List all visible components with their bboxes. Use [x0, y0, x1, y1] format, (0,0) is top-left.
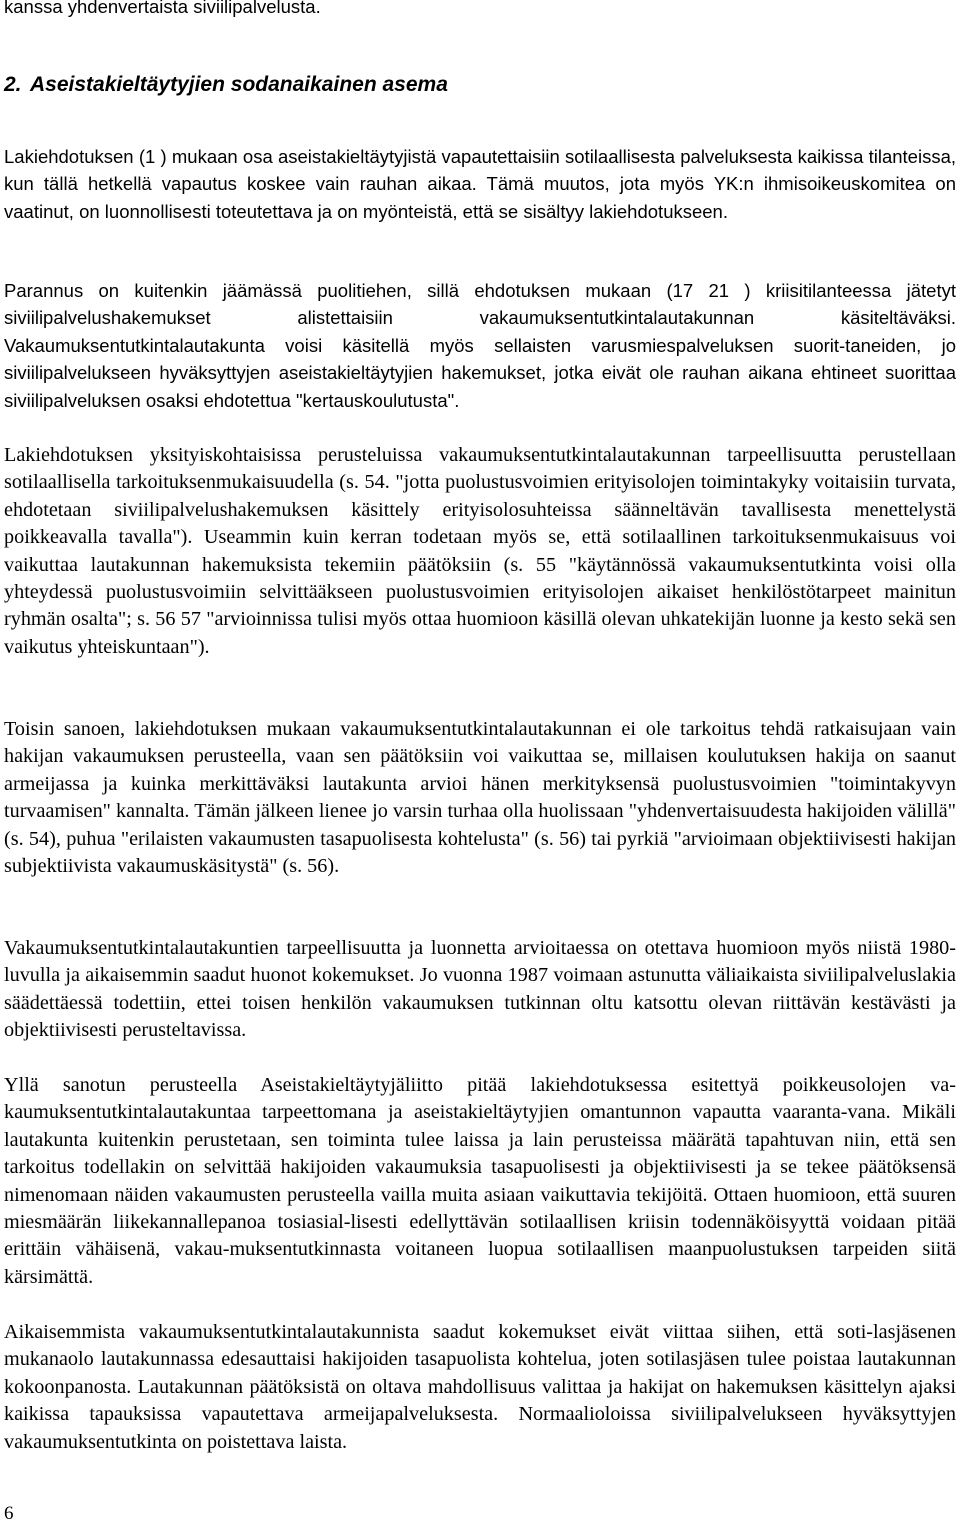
- paragraph-5: Vakaumuksentutkintalautakuntien tarpeellisuutta ja luonnetta arvioitaessa on otettava huomioon myös niistä 1980-luvulla ja aikaisemmin saadut huonot kokemukset. Jo vuonna 1987 voimaan astunutta väliaikaista siviilipalveluslakia säädettäessä todettiin, ettei toisen henkilön vakaumuksen tutkinnan oltu katsottu olevan riittävän kestävästi ja objektiivisesti perusteltavissa.: [4, 937, 956, 1042]
- paragraph-6: Yllä sanotun perusteella Aseistakieltäytyjäliitto pitää lakiehdotuksessa esitettyä poikkeusolojen va-kaumuksentutkintalautakuntaa tarpeettomana ja aseistakieltäytyjien omantunnon vapautta vaaranta-vana. Mikäli lautakunta kuitenkin perustetaan, sen toiminta tulee laissa ja lain perusteissa määrätä tapahtuvan niin, että sen tarkoitus todellakin on selvittää hakijoiden vakaumuksia tasapuolisesti ja objektiivisesti ja se tekee päätöksensä nimenomaan näiden vakaumusten perusteella vailla muita asiaan vaikuttavia tekijöitä. Ottaen huomioon, että suuren miesmäärän liikekannallepanoa tosiasial-lisesti edellyttävän sotilaallisen kriisin todennäköisyyttä voidaan pitää erittäin vähäisenä, vakau-muksentutkinnasta voitaneen luopua sotilaallisen maanpuolustuksen tarpeiden siitä kärsimättä.: [4, 1074, 956, 1288]
- paragraph-1: Lakiehdotuksen (1 ) mukaan osa aseistakieltäytyjistä vapautettaisiin sotilaallisesta palveluksesta kaikissa tilanteissa, kun tällä hetkellä vapautus koskee vain rauhan aikaa. Tämä muutos, jota myös YK:n ihmisoikeuskomitea on vaatinut, on luonnollisesti toteutettava ja on myönteistä, että se sisältyy lakiehdotukseen.: [4, 146, 956, 222]
- section-heading: [4, 71, 956, 99]
- continued-text-line: kanssa yhdenvertaista siviilipalvelusta.: [4, 0, 321, 17]
- section-title: Aseistakieltäytyjien sodanaikainen asema: [30, 73, 448, 96]
- section-number: 2.: [4, 73, 22, 96]
- paragraph-4: Toisin sanoen, lakiehdotuksen mukaan vakaumuksentutkintalautakunnan ei ole tarkoitus tehdä ratkaisujaan vain hakijan vakaumuksen perusteella, vaan sen päätöksiin voi vaikuttaa se, millaisen koulutuksen hakija on saanut armeijassa ja kuinka merkittäväksi lautakunta arvioi hänen merkityksensä puolustusvoimien "toimintakyvyn turvaamisen" kannalta. Tämän jälkeen lienee jo varsin turhaa olla huolissaan "yhdenvertaisuudesta hakijoiden välillä" (s. 54), puhua "erilaisten vakaumusten tasapuolisesta kohtelusta" (s. 56) tai pyrkiä "arvioimaan objektiivisesti hakijan subjektiivista vakaumuskäsitystä" (s. 56).: [4, 718, 956, 878]
- paragraph-3: Lakiehdotuksen yksityiskohtaisissa perusteluissa vakaumuksentutkintalautakunnan tarpeellisuutta perustellaan sotilaallisella tarkoituksenmukaisuudella (s. 54. "jotta puolustusvoimien erityisolojen toimintakyky voitaisiin turvata, ehdotetaan siviilipalvelushakemuksen käsittely erityisolosuhteissa säänneltävän tavallisesta menettelystä poikkeavalla tavalla"). Useammin kuin kerran todetaan myös se, että sotilaallinen tarkoituksenmukaisuus voi vaikuttaa lautakunnan hakemuksista tekemiin päätöksiin (s. 55 "käytännössä vakaumuksentutkinta voisi olla yhteydessä puolustusvoimiin selvittääkseen puolustusvoimien erityisolojen aikaiset henkilöstötarpeet mainitun ryhmän osalta"; s. 56 57 "arvioinnissa tulisi myös ottaa huomioon käsillä olevan uhkatekijän luonne ja kesto sekä sen vaikutus yhteiskuntaan").: [4, 444, 956, 658]
- paragraph-7: Aikaisemmista vakaumuksentutkintalautakunnista saadut kokemukset eivät viittaa siihen, että soti-lasjäsenen mukanaolo lautakunnassa edesauttaisi hakijoiden tasapuolista kohtelua, joten sotilasjäsen tulee poistaa lautakunnan kokoonpanosta. Lautakunnan päätöksistä on oltava mahdollisuus valittaa ja hakijat on hakemuksen käsittelyn ajaksi kaikissa tapauksissa vapautettava armeijapalveluksesta. Normaalioloissa siviilipalvelukseen hyväksyttyjen vakaumuksentutkinta on poistettava laista.: [4, 1321, 956, 1453]
- page-number: 6: [4, 1503, 14, 1524]
- paragraph-2: Parannus on kuitenkin jäämässä puolitiehen, sillä ehdotuksen mukaan (17 21 ) kriisitilanteessa jätetyt siviilipalvelushakemukset alistettaisiin vakaumuksentutkintalautakunnan käsiteltäväksi. Vakaumuksentutkintalautakunta voisi käsitellä myös sellaisten varusmiespalveluksen suorit-taneiden, jo siviilipalvelukseen hyväksyttyjen aseistakieltäytyjien hakemukset, jotka eivät ole rauhan aikana ehtineet suorittaa siviilipalveluksen osaksi ehdotettua "kertauskoulutusta".: [4, 280, 956, 411]
